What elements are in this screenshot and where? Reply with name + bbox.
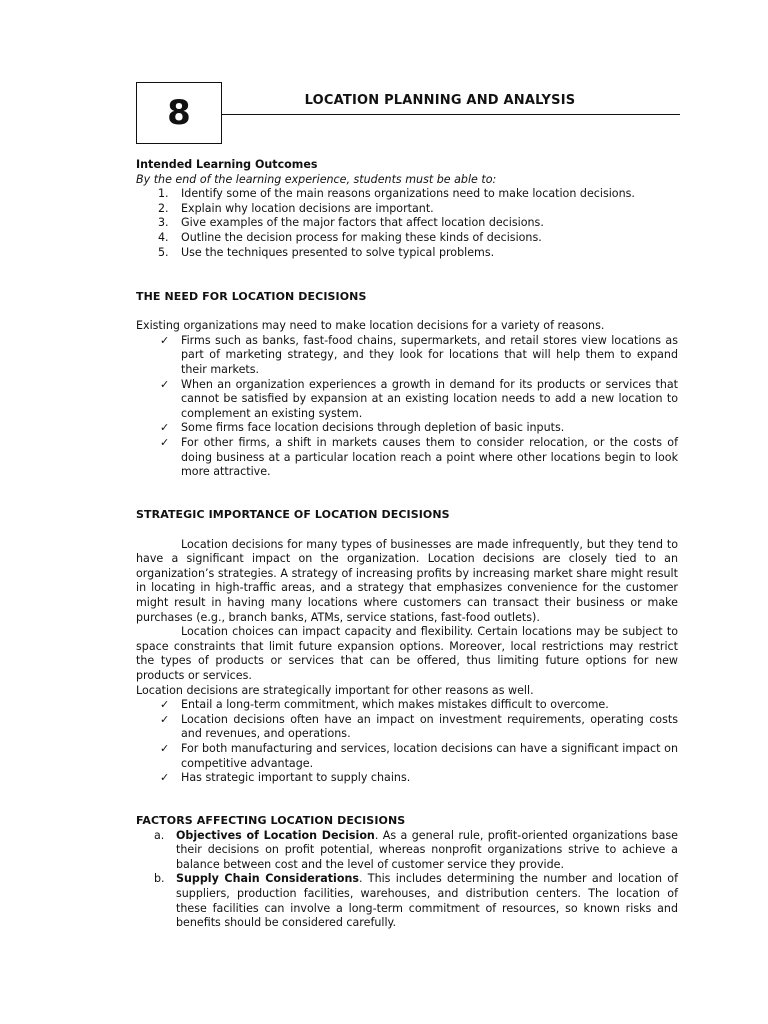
need-section [136, 290, 678, 480]
strategic-list [136, 698, 678, 786]
list-item: ✓ For both manufacturing and services, location decisions can have a significant impact on competitive advantage. [160, 741, 678, 770]
outcomes-list [136, 187, 678, 260]
check-icon: ✓ [160, 377, 170, 391]
list-item: ✓ When an organization experiences a growth in demand for its products or services that cannot be satisfied by expansion at an existing location needs to add a new location to complement an existing system. [160, 377, 678, 420]
section-heading: STRATEGIC IMPORTANCE OF LOCATION DECISIONS [136, 508, 450, 521]
check-icon: ✓ [160, 333, 170, 347]
list-item: ✓ Entail a long-term commitment, which makes mistakes difficult to overcome. [160, 698, 609, 712]
paragraph: Location decisions are strategically important for other reasons as well. [136, 683, 534, 697]
list-item: 5. Use the techniques presented to solve typical problems. [158, 245, 495, 259]
section-heading: THE NEED FOR LOCATION DECISIONS [136, 290, 367, 303]
check-icon: ✓ [160, 741, 170, 755]
title-rule [222, 114, 680, 115]
section-heading: FACTORS AFFECTING LOCATION DECISIONS [136, 814, 406, 827]
chapter-number: 8 [136, 82, 222, 144]
list-item: ✓ Location decisions often have an impact on investment requirements, operating costs and revenues, and operations. [160, 712, 678, 741]
check-icon: ✓ [160, 712, 170, 726]
list-item: 3. Give examples of the major factors that affect location decisions. [158, 216, 544, 230]
list-item: 4. Outline the decision process for making these kinds of decisions. [158, 230, 542, 244]
outcomes-heading: Intended Learning Outcomes [136, 158, 318, 171]
list-item: 1. Identify some of the main reasons organizations need to make location decisions. [158, 187, 635, 201]
need-intro: Existing organizations may need to make location decisions for a variety of reasons. [136, 319, 605, 333]
chapter-title: LOCATION PLANNING AND ANALYSIS [304, 93, 576, 108]
factors-list [136, 829, 678, 931]
check-icon: ✓ [160, 421, 170, 435]
list-item: b. Supply Chain Considerations. This includes determining the number and location of suppliers, production facilities, warehouses, and distribution centers. The location of these facilities can involve a long-term commitment of resources, so known risks and benefits should be considered carefully. [154, 872, 678, 930]
list-item: ✓ Firms such as banks, fast-food chains, supermarkets, and retail stores view locations as part of marketing strategy, and they look for locations that will help them to expand their markets. [160, 333, 678, 376]
list-item: a. Objectives of Location Decision. As a general rule, profit-oriented organizations base their decisions on profit potential, whereas nonprofit organizations strive to achieve a balance between cost and the level of customer service they provide. [154, 828, 678, 871]
outcomes-intro: By the end of the learning experience, students must be able to: [136, 172, 497, 186]
list-item: ✓ Has strategic important to supply chains. [160, 771, 411, 785]
list-item: ✓ For other firms, a shift in markets causes them to consider relocation, or the costs of doing business at a particular location reach a point where other locations begin to look more attractive. [160, 435, 678, 479]
list-item: 2. Explain why location decisions are important. [158, 201, 434, 215]
paragraph: Location choices can impact capacity and flexibility. Certain locations may be subject to space constraints that limit future expansion options. Moreover, local restrictions may restrict the types of products or services that can be offered, thus limiting future options for new products or services. [136, 625, 678, 682]
check-icon: ✓ [160, 435, 170, 449]
need-list [136, 334, 678, 480]
check-icon: ✓ [160, 771, 170, 785]
factors-section [136, 814, 678, 931]
paragraph: Location decisions for many types of businesses are made infrequently, but they tend to have a significant impact on the organization. Location decisions are closely tied to an organization’s strategies. A strategy of increasing profits by increasing market share might result in locating in high-traffic areas, and a strategy that emphasizes convenience for the customer might result in having many locations where customers can transact their business or make purchases (e.g., branch banks, ATMs, service stations, fast-food outlets). [136, 537, 678, 624]
check-icon: ✓ [160, 698, 170, 712]
strategic-section [136, 508, 678, 786]
list-item: ✓ Some firms face location decisions through depletion of basic inputs. [160, 421, 565, 435]
outcomes-section [136, 158, 678, 260]
